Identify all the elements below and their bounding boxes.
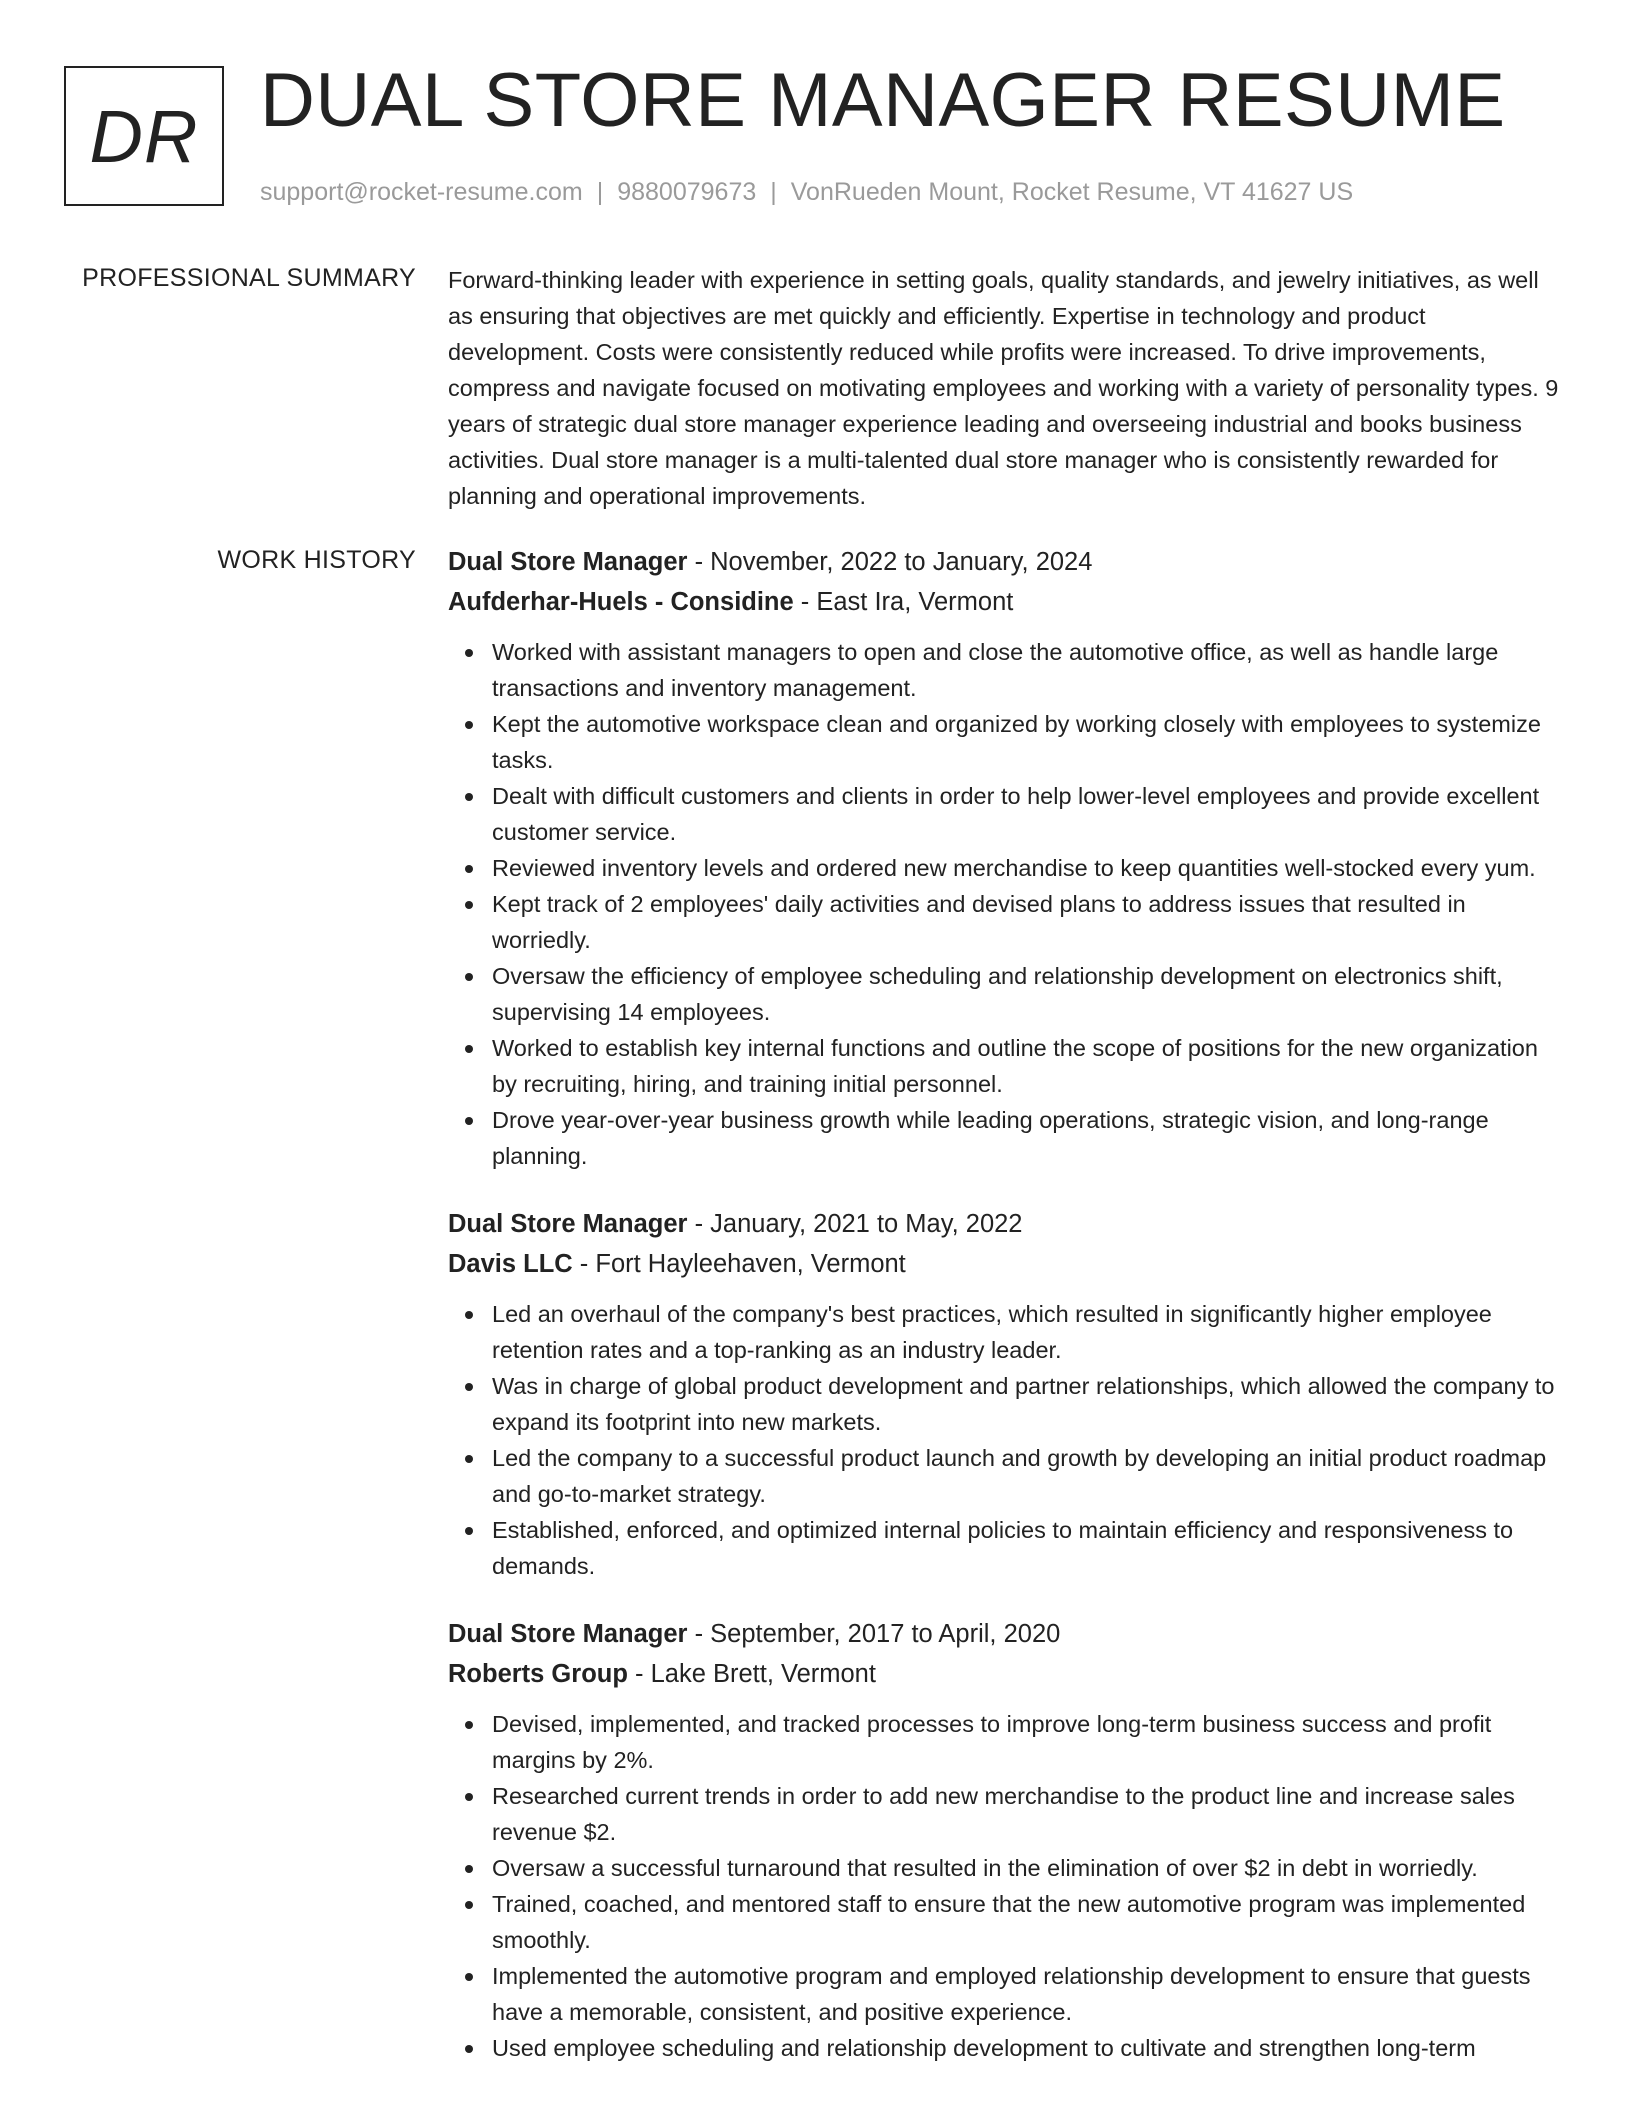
job-location: - East Ira, Vermont — [793, 588, 1014, 616]
job-bullet-list — [448, 1706, 1566, 2066]
job-dates: - January, 2021 to May, 2022 — [687, 1210, 1023, 1238]
job-bullet: Worked to establish key internal functions and outline the scope of positions for the new organization by recruiting, hiring, and training initial personnel. — [492, 1030, 1566, 1102]
job-bullet: Drove year-over-year business growth while leading operations, strategic vision, and long-range planning. — [492, 1102, 1566, 1174]
summary-text: Forward-thinking leader with experience in setting goals, quality standards, and jewelry initiatives, as well as ensuring that objectives are met quickly and efficiently. Expertise in technology and product development. Costs were consistently reduced while profits were increased. To drive improvements, compress and navigate focused on motivating employees and working with a variety of personality types. 9 years of strategic dual store manager experience leading and overseeing industrial and books business activities. Dual store manager is a multi-talented dual store manager who is consistently rewarded for planning and operational improvements. — [448, 267, 1559, 509]
contact-separator: | — [770, 178, 777, 206]
job-company: Davis LLC — [448, 1250, 573, 1278]
work-history-body — [448, 542, 1566, 2096]
job-company-line — [448, 1654, 1566, 1694]
job-bullet: Oversaw the efficiency of employee scheduling and relationship development on electronics shift, supervising 14 employees. — [492, 958, 1566, 1030]
job-bullet: Trained, coached, and mentored staff to ensure that the new automotive program was implemented smoothly. — [492, 1886, 1566, 1958]
job-company-line — [448, 1244, 1566, 1284]
resume-title: DUAL STORE MANAGER RESUME — [260, 58, 1506, 143]
contact-separator: | — [596, 178, 604, 206]
job-entry — [448, 1614, 1566, 2066]
job-bullet: Oversaw a successful turnaround that resulted in the elimination of over $2 in debt in worriedly. — [492, 1850, 1566, 1886]
job-location: - Lake Brett, Vermont — [627, 1660, 876, 1688]
job-bullet: Kept track of 2 employees' daily activities and devised plans to address issues that resulted in worriedly. — [492, 886, 1566, 958]
monogram-initials: DR — [89, 94, 199, 178]
job-location: - Fort Hayleehaven, Vermont — [572, 1250, 906, 1278]
job-bullet: Established, enforced, and optimized internal policies to maintain efficiency and responsiveness to demands. — [492, 1512, 1566, 1584]
job-bullet: Led the company to a successful product launch and growth by developing an initial product roadmap and go-to-market strategy. — [492, 1440, 1566, 1512]
job-bullet: Dealt with difficult customers and clients in order to help lower-level employees and provide excellent customer service. — [492, 778, 1566, 850]
job-title-line — [448, 1204, 1566, 1244]
section-label-summary: PROFESSIONAL SUMMARY — [82, 264, 416, 292]
section-label-work-history: WORK HISTORY — [217, 546, 416, 574]
job-bullet: Reviewed inventory levels and ordered new merchandise to keep quantities well-stocked every yum. — [492, 850, 1566, 886]
job-company-line — [448, 582, 1566, 622]
job-bullet: Used employee scheduling and relationship development to cultivate and strengthen long-term — [492, 2030, 1566, 2066]
job-bullet: Devised, implemented, and tracked processes to improve long-term business success and profit margins by 2%. — [492, 1706, 1566, 1778]
job-company: Roberts Group — [448, 1660, 628, 1688]
summary-body — [448, 262, 1566, 514]
job-dates: - September, 2017 to April, 2020 — [687, 1620, 1061, 1648]
job-bullet: Implemented the automotive program and employed relationship development to ensure that guests have a memorable, consistent, and positive experience. — [492, 1958, 1566, 2030]
job-company: Aufderhar-Huels - Considine — [448, 588, 794, 616]
job-entry — [448, 1204, 1566, 1584]
job-bullet: Kept the automotive workspace clean and organized by working closely with employees to systemize tasks. — [492, 706, 1566, 778]
contact-email[interactable]: support@rocket-resume.com — [260, 178, 583, 206]
contact-phone[interactable]: 9880079673 — [617, 178, 757, 206]
job-bullet-list — [448, 1296, 1566, 1584]
job-bullet: Worked with assistant managers to open and close the automotive office, as well as handle large transactions and inventory management. — [492, 634, 1566, 706]
job-bullet: Led an overhaul of the company's best practices, which resulted in significantly higher employee retention rates and a top-ranking as an industry leader. — [492, 1296, 1566, 1368]
job-bullet-list — [448, 634, 1566, 1174]
job-title-line — [448, 542, 1566, 582]
contact-address: VonRueden Mount, Rocket Resume, VT 41627 US — [790, 178, 1354, 206]
monogram-box — [64, 66, 224, 206]
job-bullet: Researched current trends in order to add new merchandise to the product line and increase sales revenue $2. — [492, 1778, 1566, 1850]
job-title: Dual Store Manager — [448, 548, 688, 576]
job-dates: - November, 2022 to January, 2024 — [687, 548, 1093, 576]
contact-line — [260, 176, 1353, 208]
job-title-line — [448, 1614, 1566, 1654]
job-entry — [448, 542, 1566, 1174]
job-title: Dual Store Manager — [448, 1620, 688, 1648]
job-bullet: Was in charge of global product development and partner relationships, which allowed the company to expand its footprint into new markets. — [492, 1368, 1566, 1440]
job-title: Dual Store Manager — [448, 1210, 688, 1238]
